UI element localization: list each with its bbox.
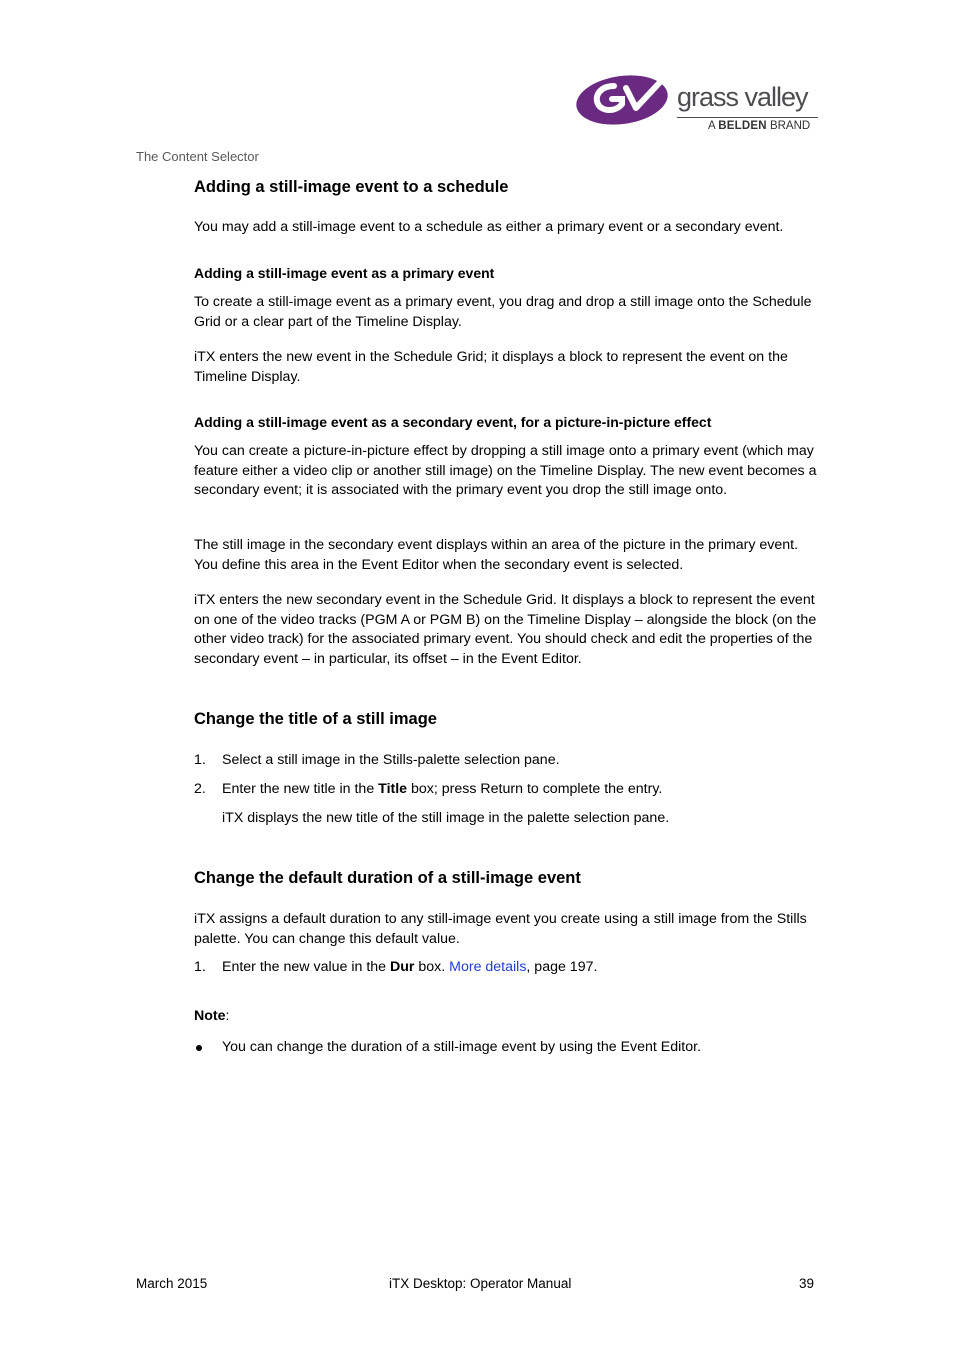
step-text: Enter the new title in the Title box; press Return to complete the entry.: [222, 781, 663, 797]
brand-logo: [574, 70, 824, 136]
brand-divider: [677, 117, 818, 118]
footer-title: iTX Desktop: Operator Manual: [389, 1276, 572, 1291]
step-text: Enter the new value in the Dur box. More details, page 197.: [222, 959, 598, 975]
section-heading: Change the title of a still image: [194, 710, 437, 728]
paragraph: iTX assigns a default duration to any still-image event you create using a still image from the Stills palette. You can change this default value.: [194, 911, 807, 947]
paragraph: iTX enters the new event in the Schedule Grid; it displays a block to represent the event on the Timeline Display.: [194, 349, 788, 385]
brand-name: grass valley: [677, 82, 808, 112]
bullet-icon: [196, 1045, 202, 1051]
step-number: 2.: [194, 781, 206, 797]
paragraph: iTX enters the new secondary event in the Schedule Grid. It displays a block to represent the event on one of the video tracks (PGM A or PGM B) on the Timeline Display – alongside the block (on the other video track) for the associated primary event. You should check and edit the properties of the secondary event – in particular, its offset – in the Event Editor.: [194, 592, 817, 667]
more-details-link[interactable]: More details: [449, 959, 527, 975]
section-heading: Change the default duration of a still-image event: [194, 869, 581, 887]
step-number: 1.: [194, 959, 206, 975]
step-text: Select a still image in the Stills-palette selection pane.: [222, 752, 560, 768]
paragraph: To create a still-image event as a primary event, you drag and drop a still image onto the Schedule Grid or a clear part of the Timeline Display.: [194, 294, 812, 330]
subsection-heading: Adding a still-image event as a secondary event, for a picture-in-picture effect: [194, 414, 712, 430]
running-head: The Content Selector: [136, 149, 259, 164]
paragraph: You can create a picture-in-picture effect by dropping a still image onto a primary event (which may feature either a video clip or another still image) on the Timeline Display. The new event becomes a secondary event; it is associated with the primary event you drop the still image onto.: [194, 443, 817, 499]
bullet-text: You can change the duration of a still-image event by using the Event Editor.: [222, 1039, 702, 1055]
footer-page-number: 39: [799, 1276, 815, 1291]
footer-date: March 2015: [136, 1276, 208, 1291]
subsection-heading: Adding a still-image event as a primary event: [194, 265, 495, 281]
step-result: iTX displays the new title of the still image in the palette selection pane.: [222, 810, 670, 826]
brand-tagline: A BELDEN BRAND: [708, 120, 811, 132]
paragraph: The still image in the secondary event displays within an area of the picture in the primary event. You define this area in the Event Editor when the secondary event is selected.: [194, 537, 799, 573]
paragraph: You may add a still-image event to a schedule as either a primary event or a secondary event.: [194, 219, 784, 235]
note-label: Note:: [194, 1008, 230, 1024]
gv-logo-icon: [574, 72, 676, 126]
step-number: 1.: [194, 752, 206, 768]
section-heading: Adding a still-image event to a schedule: [194, 178, 509, 196]
